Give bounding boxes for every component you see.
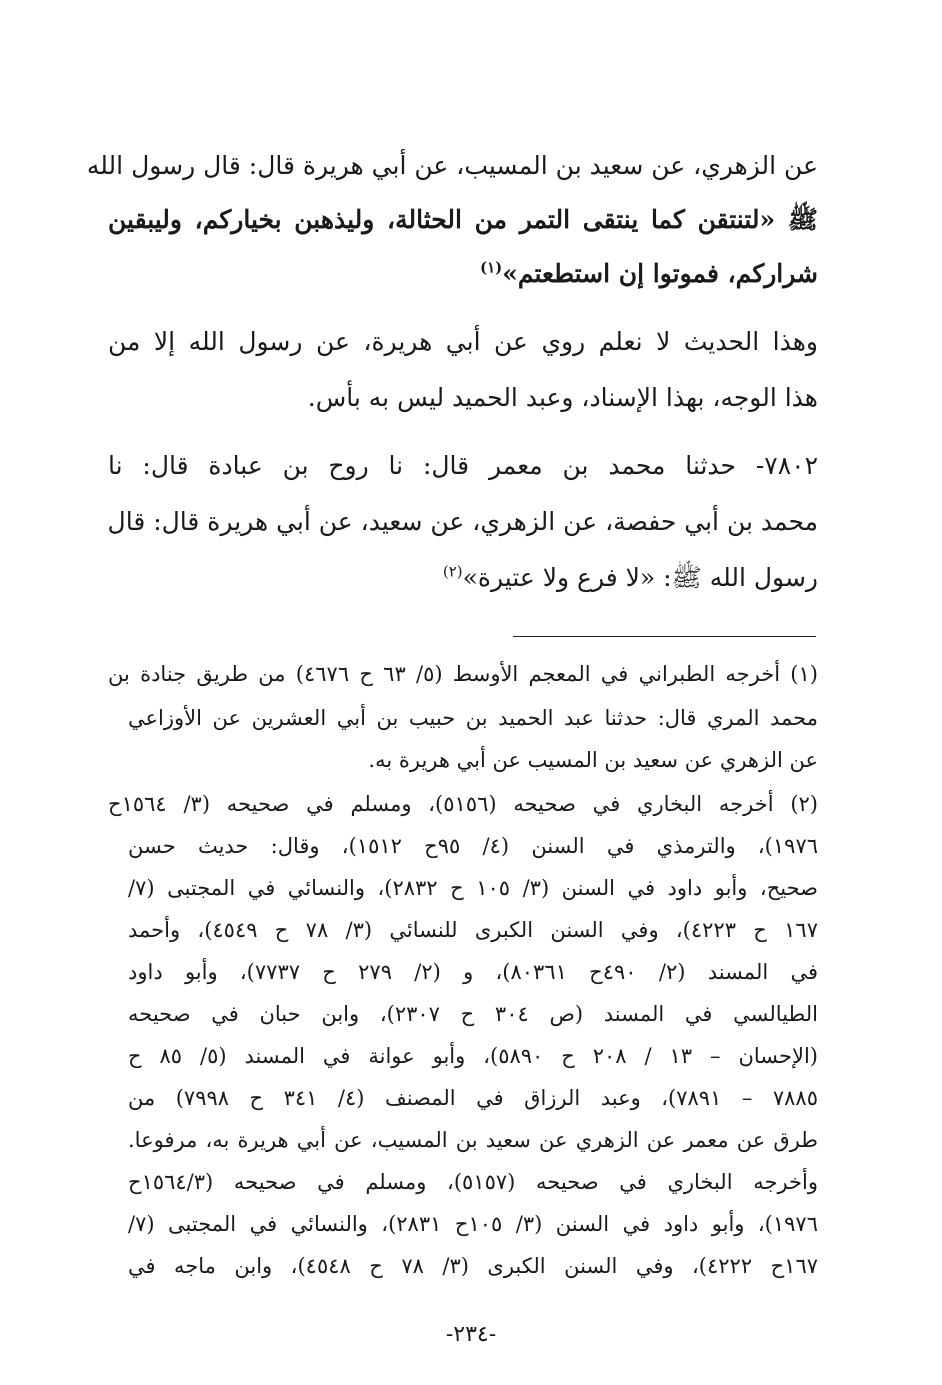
page-number: -٢٣٤- (445, 1322, 497, 1347)
footnote-line: ١٩٧٦)، وأبو داود في السنن (٣/ ١٠٥ح ٢٨٣١)، والنسائي في المجتبى (٧/ (128, 1212, 818, 1236)
footnote-line: (١) أخرجه الطبراني في المعجم الأوسط (٥/ ٦٣ ح ٤٦٧٦) من طريق جنادة بن (108, 662, 818, 686)
footnote-ref-1: (١) (479, 258, 503, 277)
body-line (108, 552, 818, 604)
hadith-line: رسول الله ﷺ: «لا فرع ولا عتيرة» (462, 563, 818, 592)
footnote-line: ١٦٧ح ٤٢٢٢)، وفي السنن الكبرى (٣/ ٧٨ ح ٤٥٤٨)، وابن ماجه في (128, 1254, 819, 1278)
body-line: عن الزهري، عن سعيد بن المسيب، عن أبي هريرة قال: قال رسول الله (86, 151, 818, 180)
body-line: ﷺ «لتنتقن كما ينتقى التمر من الحثالة، وليذهبن بخياركم، وليبقين (108, 205, 818, 234)
footnote-line: وأخرجه البخاري في صحيحه (٥١٥٧)، ومسلم في صحيحه (١٥٦٤/٣ح (128, 1170, 818, 1194)
footnote-line: الطيالسي في المسند (ص ٣٠٤ ح ٢٣٠٧)، وابن حبان في صحيحه (128, 1002, 819, 1026)
footnote-line: ١٩٧٦)، والترمذي في السنن (٤/ ٩٥ح ١٥١٢)، وقال: حديث حسن (128, 834, 819, 858)
footnote-line: عن الزهري عن سعيد بن المسيب عن أبي هريرة به. (368, 748, 818, 772)
footnote-line: طرق عن معمر عن الزهري عن سعيد بن المسيب، عن أبي هريرة به، مرفوعا. (128, 1128, 818, 1152)
footnote-line: ٧٨٨٥ – ٧٨٩١)، وعبد الرزاق في المصنف (٤/ ٣٤١ ح ٧٩٩٨) من (128, 1086, 818, 1110)
body-line: وهذا الحديث لا نعلم روي عن أبي هريرة، عن رسول الله إلا من (108, 327, 818, 356)
body-line: محمد بن أبي حفصة، عن الزهري، عن سعيد، عن أبي هريرة قال: قال (107, 507, 818, 536)
body-line (108, 248, 818, 300)
footnote-separator (513, 636, 816, 637)
footnote-line: ١٦٧ ح ٤٢٢٣)، وفي السنن الكبرى للنسائي (٣/ ٧٨ ح ٤٥٤٩)، وأحمد (128, 918, 818, 942)
footnote-ref-2: (٢) (442, 562, 463, 581)
hadith-end: شراركم، فموتوا إن استطعتم» (502, 259, 818, 288)
footnote-line: صحيح، وأبو داود في السنن (٣/ ١٠٥ ح ٢٨٣٢)، والنسائي في المجتبى (٧/ (128, 876, 818, 900)
body-line: ٧٨٠٢- حدثنا محمد بن معمر قال: نا روح بن عبادة قال: نا (108, 451, 819, 480)
footnote-line: (الإحسان – ١٣ / ٢٠٨ ح ٥٨٩٠)، وأبو عوانة في المسند (٥/ ٨٥ ح (128, 1044, 818, 1068)
footnote-line: محمد المري قال: حدثنا عبد الحميد بن حبيب بن أبي العشرين عن الأوزاعي (128, 706, 818, 730)
footnote-line: في المسند (٢/ ٤٩٠ح ٨٠٣٦١)، و (٢/ ٢٧٩ ح ٧٧٣٧)، وأبو داود (128, 960, 818, 984)
footnote-line: (٢) أخرجه البخاري في صحيحه (٥١٥٦)، ومسلم في صحيحه (٣/ ١٥٦٤ح (108, 792, 818, 816)
body-line: هذا الوجه، بهذا الإسناد، وعبد الحميد ليس به بأس. (307, 383, 818, 412)
